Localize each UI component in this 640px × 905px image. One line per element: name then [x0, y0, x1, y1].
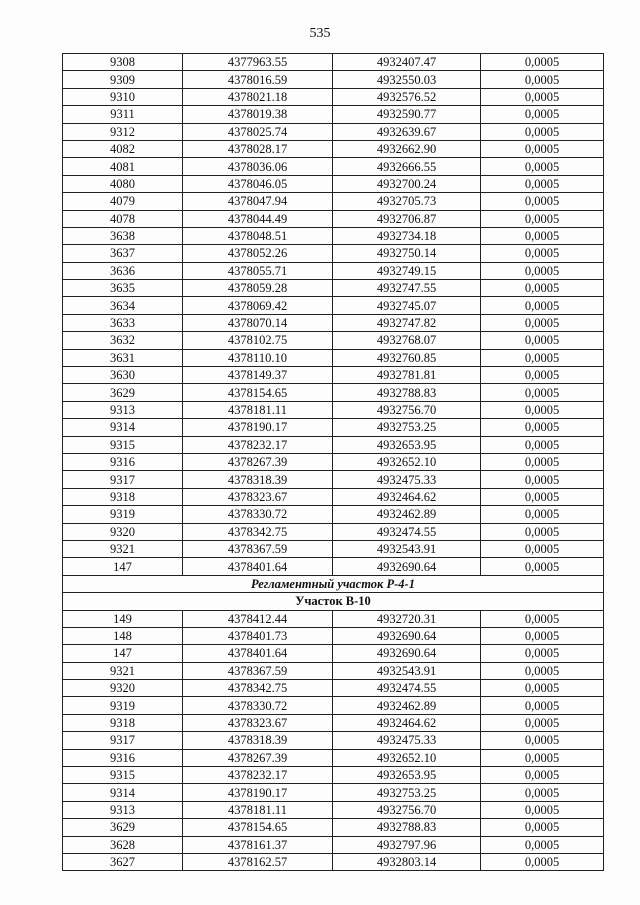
accuracy-value: 0,0005 [481, 54, 604, 71]
x-coordinate: 4378232.17 [183, 436, 333, 453]
table-row [63, 732, 604, 749]
subsection-title: Участок В-10 [63, 593, 604, 610]
x-coordinate: 4378267.39 [183, 453, 333, 470]
point-number: 9320 [63, 523, 183, 540]
y-coordinate: 4932464.62 [333, 714, 481, 731]
point-number: 9319 [63, 506, 183, 523]
point-number: 4079 [63, 193, 183, 210]
x-coordinate: 4378069.42 [183, 297, 333, 314]
table-row [63, 384, 604, 401]
x-coordinate: 4378318.39 [183, 471, 333, 488]
y-coordinate: 4932706.87 [333, 210, 481, 227]
table-row [63, 54, 604, 71]
table-row [63, 88, 604, 105]
table-row [63, 140, 604, 157]
point-number: 3629 [63, 819, 183, 836]
point-number: 3629 [63, 384, 183, 401]
point-number: 9321 [63, 662, 183, 679]
point-number: 9317 [63, 732, 183, 749]
table-row [63, 367, 604, 384]
point-number: 9321 [63, 540, 183, 557]
x-coordinate: 4378342.75 [183, 523, 333, 540]
table-row [63, 158, 604, 175]
y-coordinate: 4932749.15 [333, 262, 481, 279]
table-row [63, 662, 604, 679]
accuracy-value: 0,0005 [481, 523, 604, 540]
y-coordinate: 4932788.83 [333, 819, 481, 836]
table-row [63, 627, 604, 644]
table-row [63, 784, 604, 801]
accuracy-value: 0,0005 [481, 106, 604, 123]
x-coordinate: 4378181.11 [183, 401, 333, 418]
point-number: 3630 [63, 367, 183, 384]
point-number: 9312 [63, 123, 183, 140]
y-coordinate: 4932652.10 [333, 453, 481, 470]
y-coordinate: 4932750.14 [333, 245, 481, 262]
point-number: 9309 [63, 71, 183, 88]
y-coordinate: 4932666.55 [333, 158, 481, 175]
point-number: 4080 [63, 175, 183, 192]
accuracy-value: 0,0005 [481, 680, 604, 697]
y-coordinate: 4932803.14 [333, 853, 481, 870]
accuracy-value: 0,0005 [481, 853, 604, 870]
y-coordinate: 4932543.91 [333, 662, 481, 679]
y-coordinate: 4932756.70 [333, 801, 481, 818]
accuracy-value: 0,0005 [481, 314, 604, 331]
x-coordinate: 4378330.72 [183, 697, 333, 714]
table-row [63, 314, 604, 331]
table-row [63, 210, 604, 227]
table-row [63, 227, 604, 244]
x-coordinate: 4378070.14 [183, 314, 333, 331]
y-coordinate: 4932407.47 [333, 54, 481, 71]
accuracy-value: 0,0005 [481, 506, 604, 523]
accuracy-value: 0,0005 [481, 140, 604, 157]
table-row [63, 332, 604, 349]
y-coordinate: 4932756.70 [333, 401, 481, 418]
point-number: 3631 [63, 349, 183, 366]
y-coordinate: 4932474.55 [333, 523, 481, 540]
x-coordinate: 4378154.65 [183, 819, 333, 836]
section-title: Регламентный участок Р-4-1 [63, 575, 604, 592]
y-coordinate: 4932747.55 [333, 280, 481, 297]
x-coordinate: 4378401.64 [183, 645, 333, 662]
accuracy-value: 0,0005 [481, 280, 604, 297]
x-coordinate: 4378046.05 [183, 175, 333, 192]
x-coordinate: 4378149.37 [183, 367, 333, 384]
table-row [63, 280, 604, 297]
point-number: 148 [63, 627, 183, 644]
x-coordinate: 4378110.10 [183, 349, 333, 366]
accuracy-value: 0,0005 [481, 732, 604, 749]
accuracy-value: 0,0005 [481, 645, 604, 662]
y-coordinate: 4932690.64 [333, 645, 481, 662]
accuracy-value: 0,0005 [481, 767, 604, 784]
accuracy-value: 0,0005 [481, 123, 604, 140]
point-number: 9316 [63, 453, 183, 470]
point-number: 3634 [63, 297, 183, 314]
accuracy-value: 0,0005 [481, 158, 604, 175]
x-coordinate: 4378028.17 [183, 140, 333, 157]
accuracy-value: 0,0005 [481, 453, 604, 470]
accuracy-value: 0,0005 [481, 175, 604, 192]
x-coordinate: 4378232.17 [183, 767, 333, 784]
table-row [63, 419, 604, 436]
accuracy-value: 0,0005 [481, 419, 604, 436]
accuracy-value: 0,0005 [481, 297, 604, 314]
table-row [63, 71, 604, 88]
y-coordinate: 4932690.64 [333, 627, 481, 644]
point-number: 9311 [63, 106, 183, 123]
point-number: 147 [63, 558, 183, 575]
x-coordinate: 4378021.18 [183, 88, 333, 105]
point-number: 9313 [63, 401, 183, 418]
section-header [63, 575, 604, 610]
block1-rows [63, 54, 604, 576]
x-coordinate: 4378059.28 [183, 280, 333, 297]
point-number: 147 [63, 645, 183, 662]
x-coordinate: 4378318.39 [183, 732, 333, 749]
accuracy-value: 0,0005 [481, 262, 604, 279]
x-coordinate: 4378154.65 [183, 384, 333, 401]
section-row [63, 575, 604, 592]
point-number: 4078 [63, 210, 183, 227]
point-number: 3627 [63, 853, 183, 870]
y-coordinate: 4932652.10 [333, 749, 481, 766]
x-coordinate: 4378267.39 [183, 749, 333, 766]
table-row [63, 436, 604, 453]
x-coordinate: 4378036.06 [183, 158, 333, 175]
y-coordinate: 4932788.83 [333, 384, 481, 401]
table-row [63, 193, 604, 210]
x-coordinate: 4378323.67 [183, 488, 333, 505]
point-number: 9313 [63, 801, 183, 818]
point-number: 9315 [63, 767, 183, 784]
table-row [63, 175, 604, 192]
point-number: 3636 [63, 262, 183, 279]
y-coordinate: 4932797.96 [333, 836, 481, 853]
x-coordinate: 4378052.26 [183, 245, 333, 262]
y-coordinate: 4932475.33 [333, 471, 481, 488]
y-coordinate: 4932753.25 [333, 784, 481, 801]
point-number: 9308 [63, 54, 183, 71]
y-coordinate: 4932474.55 [333, 680, 481, 697]
accuracy-value: 0,0005 [481, 401, 604, 418]
x-coordinate: 4378025.74 [183, 123, 333, 140]
table-row [63, 558, 604, 575]
point-number: 9317 [63, 471, 183, 488]
accuracy-value: 0,0005 [481, 801, 604, 818]
table-row [63, 610, 604, 627]
accuracy-value: 0,0005 [481, 836, 604, 853]
y-coordinate: 4932475.33 [333, 732, 481, 749]
point-number: 9314 [63, 784, 183, 801]
accuracy-value: 0,0005 [481, 332, 604, 349]
point-number: 9316 [63, 749, 183, 766]
table-row [63, 836, 604, 853]
point-number: 9318 [63, 488, 183, 505]
table-row [63, 453, 604, 470]
point-number: 4082 [63, 140, 183, 157]
x-coordinate: 4378323.67 [183, 714, 333, 731]
accuracy-value: 0,0005 [481, 749, 604, 766]
accuracy-value: 0,0005 [481, 819, 604, 836]
table-row [63, 645, 604, 662]
coordinates-table [62, 53, 604, 871]
table-row [63, 262, 604, 279]
accuracy-value: 0,0005 [481, 627, 604, 644]
table-row [63, 349, 604, 366]
x-coordinate: 4378161.37 [183, 836, 333, 853]
y-coordinate: 4932734.18 [333, 227, 481, 244]
point-number: 4081 [63, 158, 183, 175]
table-row [63, 801, 604, 818]
table-row [63, 819, 604, 836]
x-coordinate: 4378181.11 [183, 801, 333, 818]
point-number: 9319 [63, 697, 183, 714]
accuracy-value: 0,0005 [481, 697, 604, 714]
accuracy-value: 0,0005 [481, 193, 604, 210]
accuracy-value: 0,0005 [481, 662, 604, 679]
table-row [63, 471, 604, 488]
y-coordinate: 4932720.31 [333, 610, 481, 627]
y-coordinate: 4932462.89 [333, 506, 481, 523]
y-coordinate: 4932653.95 [333, 436, 481, 453]
accuracy-value: 0,0005 [481, 558, 604, 575]
point-number: 149 [63, 610, 183, 627]
accuracy-value: 0,0005 [481, 471, 604, 488]
point-number: 9315 [63, 436, 183, 453]
table-row [63, 297, 604, 314]
table-row [63, 506, 604, 523]
x-coordinate: 4378367.59 [183, 662, 333, 679]
point-number: 3628 [63, 836, 183, 853]
accuracy-value: 0,0005 [481, 349, 604, 366]
y-coordinate: 4932747.82 [333, 314, 481, 331]
y-coordinate: 4932550.03 [333, 71, 481, 88]
x-coordinate: 4378016.59 [183, 71, 333, 88]
accuracy-value: 0,0005 [481, 367, 604, 384]
y-coordinate: 4932576.52 [333, 88, 481, 105]
x-coordinate: 4378162.57 [183, 853, 333, 870]
y-coordinate: 4932745.07 [333, 297, 481, 314]
page-number: 535 [309, 26, 331, 41]
point-number: 3637 [63, 245, 183, 262]
y-coordinate: 4932690.64 [333, 558, 481, 575]
y-coordinate: 4932462.89 [333, 697, 481, 714]
x-coordinate: 4377963.55 [183, 54, 333, 71]
accuracy-value: 0,0005 [481, 488, 604, 505]
subsection-row [63, 593, 604, 610]
x-coordinate: 4378190.17 [183, 784, 333, 801]
x-coordinate: 4378342.75 [183, 680, 333, 697]
point-number: 9318 [63, 714, 183, 731]
y-coordinate: 4932768.07 [333, 332, 481, 349]
accuracy-value: 0,0005 [481, 384, 604, 401]
y-coordinate: 4932705.73 [333, 193, 481, 210]
table-row [63, 106, 604, 123]
accuracy-value: 0,0005 [481, 227, 604, 244]
y-coordinate: 4932781.81 [333, 367, 481, 384]
y-coordinate: 4932653.95 [333, 767, 481, 784]
table-row [63, 488, 604, 505]
y-coordinate: 4932662.90 [333, 140, 481, 157]
x-coordinate: 4378190.17 [183, 419, 333, 436]
point-number: 3632 [63, 332, 183, 349]
table-row [63, 767, 604, 784]
x-coordinate: 4378044.49 [183, 210, 333, 227]
x-coordinate: 4378367.59 [183, 540, 333, 557]
x-coordinate: 4378048.51 [183, 227, 333, 244]
y-coordinate: 4932464.62 [333, 488, 481, 505]
x-coordinate: 4378401.73 [183, 627, 333, 644]
table-row [63, 853, 604, 870]
y-coordinate: 4932639.67 [333, 123, 481, 140]
accuracy-value: 0,0005 [481, 71, 604, 88]
y-coordinate: 4932760.85 [333, 349, 481, 366]
y-coordinate: 4932753.25 [333, 419, 481, 436]
table-row [63, 680, 604, 697]
accuracy-value: 0,0005 [481, 610, 604, 627]
x-coordinate: 4378055.71 [183, 262, 333, 279]
x-coordinate: 4378019.38 [183, 106, 333, 123]
table-row [63, 697, 604, 714]
point-number: 3635 [63, 280, 183, 297]
accuracy-value: 0,0005 [481, 210, 604, 227]
block2-rows [63, 610, 604, 871]
table-row [63, 523, 604, 540]
x-coordinate: 4378102.75 [183, 332, 333, 349]
point-number: 3638 [63, 227, 183, 244]
table-row [63, 123, 604, 140]
accuracy-value: 0,0005 [481, 436, 604, 453]
x-coordinate: 4378401.64 [183, 558, 333, 575]
accuracy-value: 0,0005 [481, 245, 604, 262]
table-row [63, 245, 604, 262]
accuracy-value: 0,0005 [481, 540, 604, 557]
y-coordinate: 4932700.24 [333, 175, 481, 192]
table-row [63, 540, 604, 557]
point-number: 3633 [63, 314, 183, 331]
y-coordinate: 4932543.91 [333, 540, 481, 557]
x-coordinate: 4378047.94 [183, 193, 333, 210]
point-number: 9310 [63, 88, 183, 105]
x-coordinate: 4378412.44 [183, 610, 333, 627]
point-number: 9320 [63, 680, 183, 697]
x-coordinate: 4378330.72 [183, 506, 333, 523]
y-coordinate: 4932590.77 [333, 106, 481, 123]
accuracy-value: 0,0005 [481, 784, 604, 801]
point-number: 9314 [63, 419, 183, 436]
table-row [63, 714, 604, 731]
table-row [63, 749, 604, 766]
accuracy-value: 0,0005 [481, 88, 604, 105]
table-row [63, 401, 604, 418]
accuracy-value: 0,0005 [481, 714, 604, 731]
